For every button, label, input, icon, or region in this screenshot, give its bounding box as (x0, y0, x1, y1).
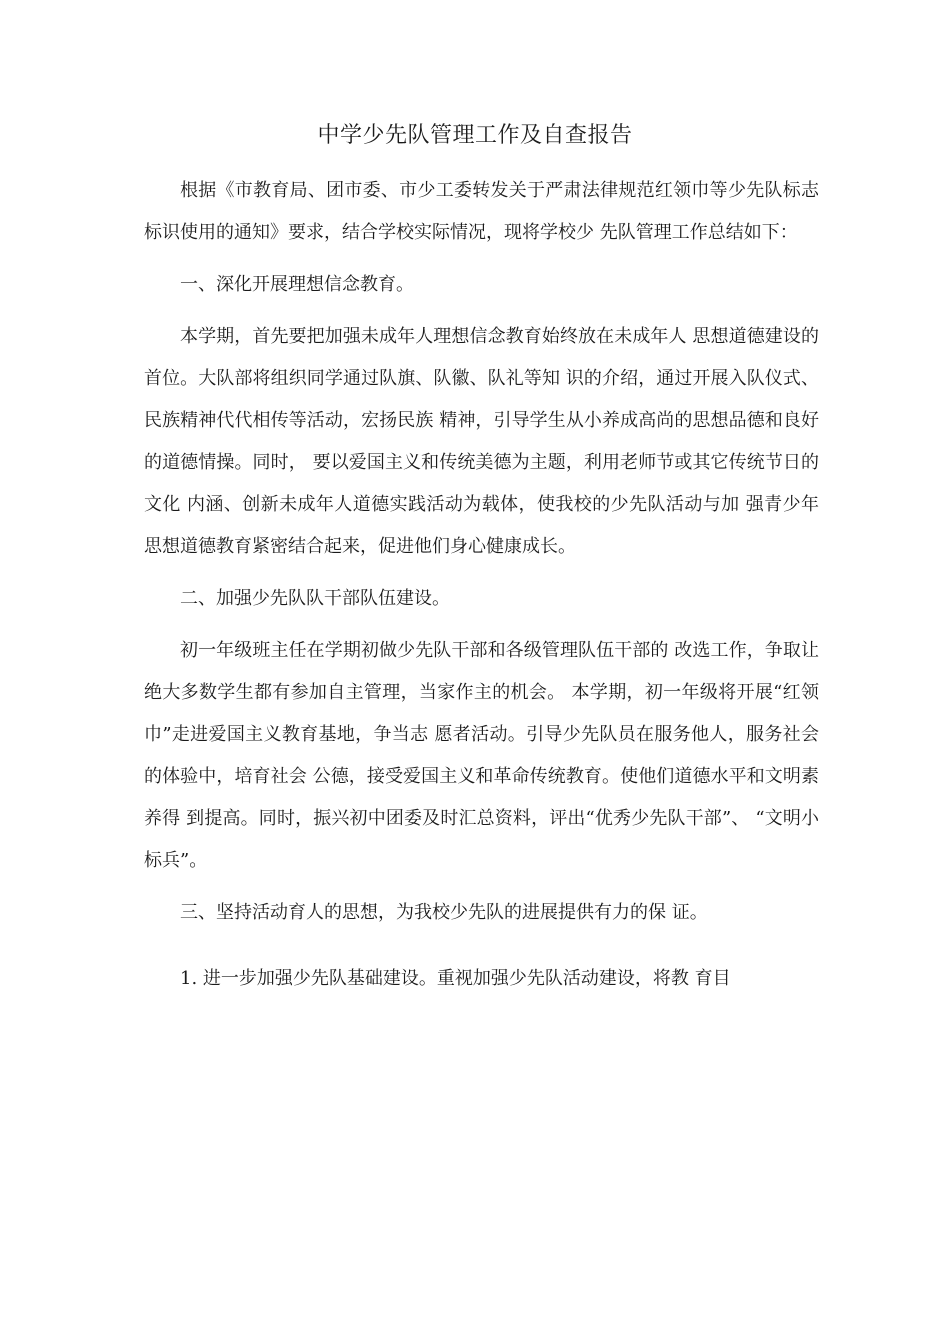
section-2-paragraph: 初一年级班主任在学期初做少先队干部和各级管理队伍干部的 改选工作，争取让绝大多数学生都有参加自主管理，当家作主的机会。 本学期，初一年级将开展“红领巾”走进爱国主义教育基地，争当志 愿者活动。引导少先队员在服务他人，服务社会的体验中，培育社会 公德，接受爱国主义和革命传统教育。使他们道德水平和文明素养得 到提高。同时，振兴初中团委及时汇总资料，评出“优秀少先队干部”、 “文明小标兵”。 (144, 640, 819, 871)
section-3-heading: 三、坚持活动育人的思想，为我校少先队的进展提供有力的保 证。 (180, 902, 708, 923)
list-item-1: 1. 进一步加强少先队基础建设。重视加强少先队活动建设，将教 育目 (180, 968, 731, 989)
section-1-heading: 一、深化开展理想信念教育。 (180, 274, 414, 295)
section-2-heading: 二、加强少先队队干部队伍建设。 (180, 588, 450, 609)
intro-paragraph: 根据《市教育局、团市委、市少工委转发关于严肃法律规范红领巾等少先队标志标识使用的通知》要求，结合学校实际情况，现将学校少 先队管理工作总结如下： (144, 180, 819, 243)
section-1-paragraph: 本学期，首先要把加强未成年人理想信念教育始终放在未成年人 思想道德建设的首位。大队部将组织同学通过队旗、队徽、队礼等知 识的介绍，通过开展入队仪式、民族精神代代相传等活动，宏扬民族 精神，引导学生从小养成高尚的思想品德和良好的道德情操。同时， 要以爱国主义和传统美德为主题，利用老师节或其它传统节日的文化 内涵、创新未成年人道德实践活动为载体，使我校的少先队活动与加 强青少年思想道德教育紧密结合起来，促进他们身心健康成长。 (144, 326, 819, 557)
document-body (144, 170, 819, 1000)
document-title: 中学少先队管理工作及自查报告 (317, 123, 633, 148)
